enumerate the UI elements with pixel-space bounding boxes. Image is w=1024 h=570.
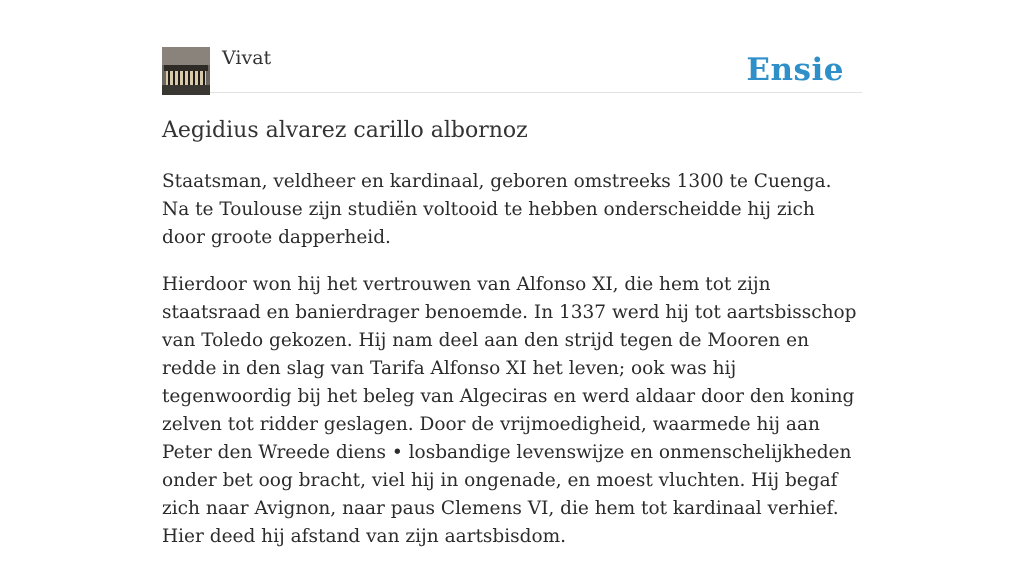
paragraph: Staatsman, veldheer en kardinaal, geboren omstreeks 1300 te Cuenga. Na te Toulouse zijn studiën voltooid te hebben onderscheidde hij zich door groote dapperheid.	[162, 171, 832, 248]
page-title: Aegidius alvarez carillo albornoz	[162, 118, 528, 143]
avatar[interactable]	[162, 47, 210, 95]
article-body	[162, 168, 862, 570]
page-container	[162, 0, 862, 547]
header	[162, 0, 862, 93]
paragraph: Hierdoor won hij het vertrouwen van Alfonso XI, die hem tot zijn staatsraad en banierdrager benoemde. In 1337 werd hij tot aartsbisschop van Toledo gekozen. Hij nam deel aan den strijd tegen de Mooren en redde in den slag van Tarifa Alfonso XI het leven; ook was hij tegenwoordig bij het beleg van Algeciras en werd aldaar door den koning zelven tot ridder geslagen. Door de vrijmoedigheid, waarmede hij aan Peter den Wreede diens • losbandige levenswijze en onmenschelijkheden onder bet oog bracht, viel hij in ongenade, en moest vluchten. Hij begaf zich naar Avignon, naar paus Clemens VI, die hem tot kardinaal verhief. Hier deed hij afstand van zijn aartsbisdom.	[162, 274, 857, 547]
author-name[interactable]: Vivat	[222, 47, 272, 69]
typewriter-avatar-icon	[162, 47, 210, 95]
brand-logo[interactable]: Ensie	[746, 52, 844, 88]
